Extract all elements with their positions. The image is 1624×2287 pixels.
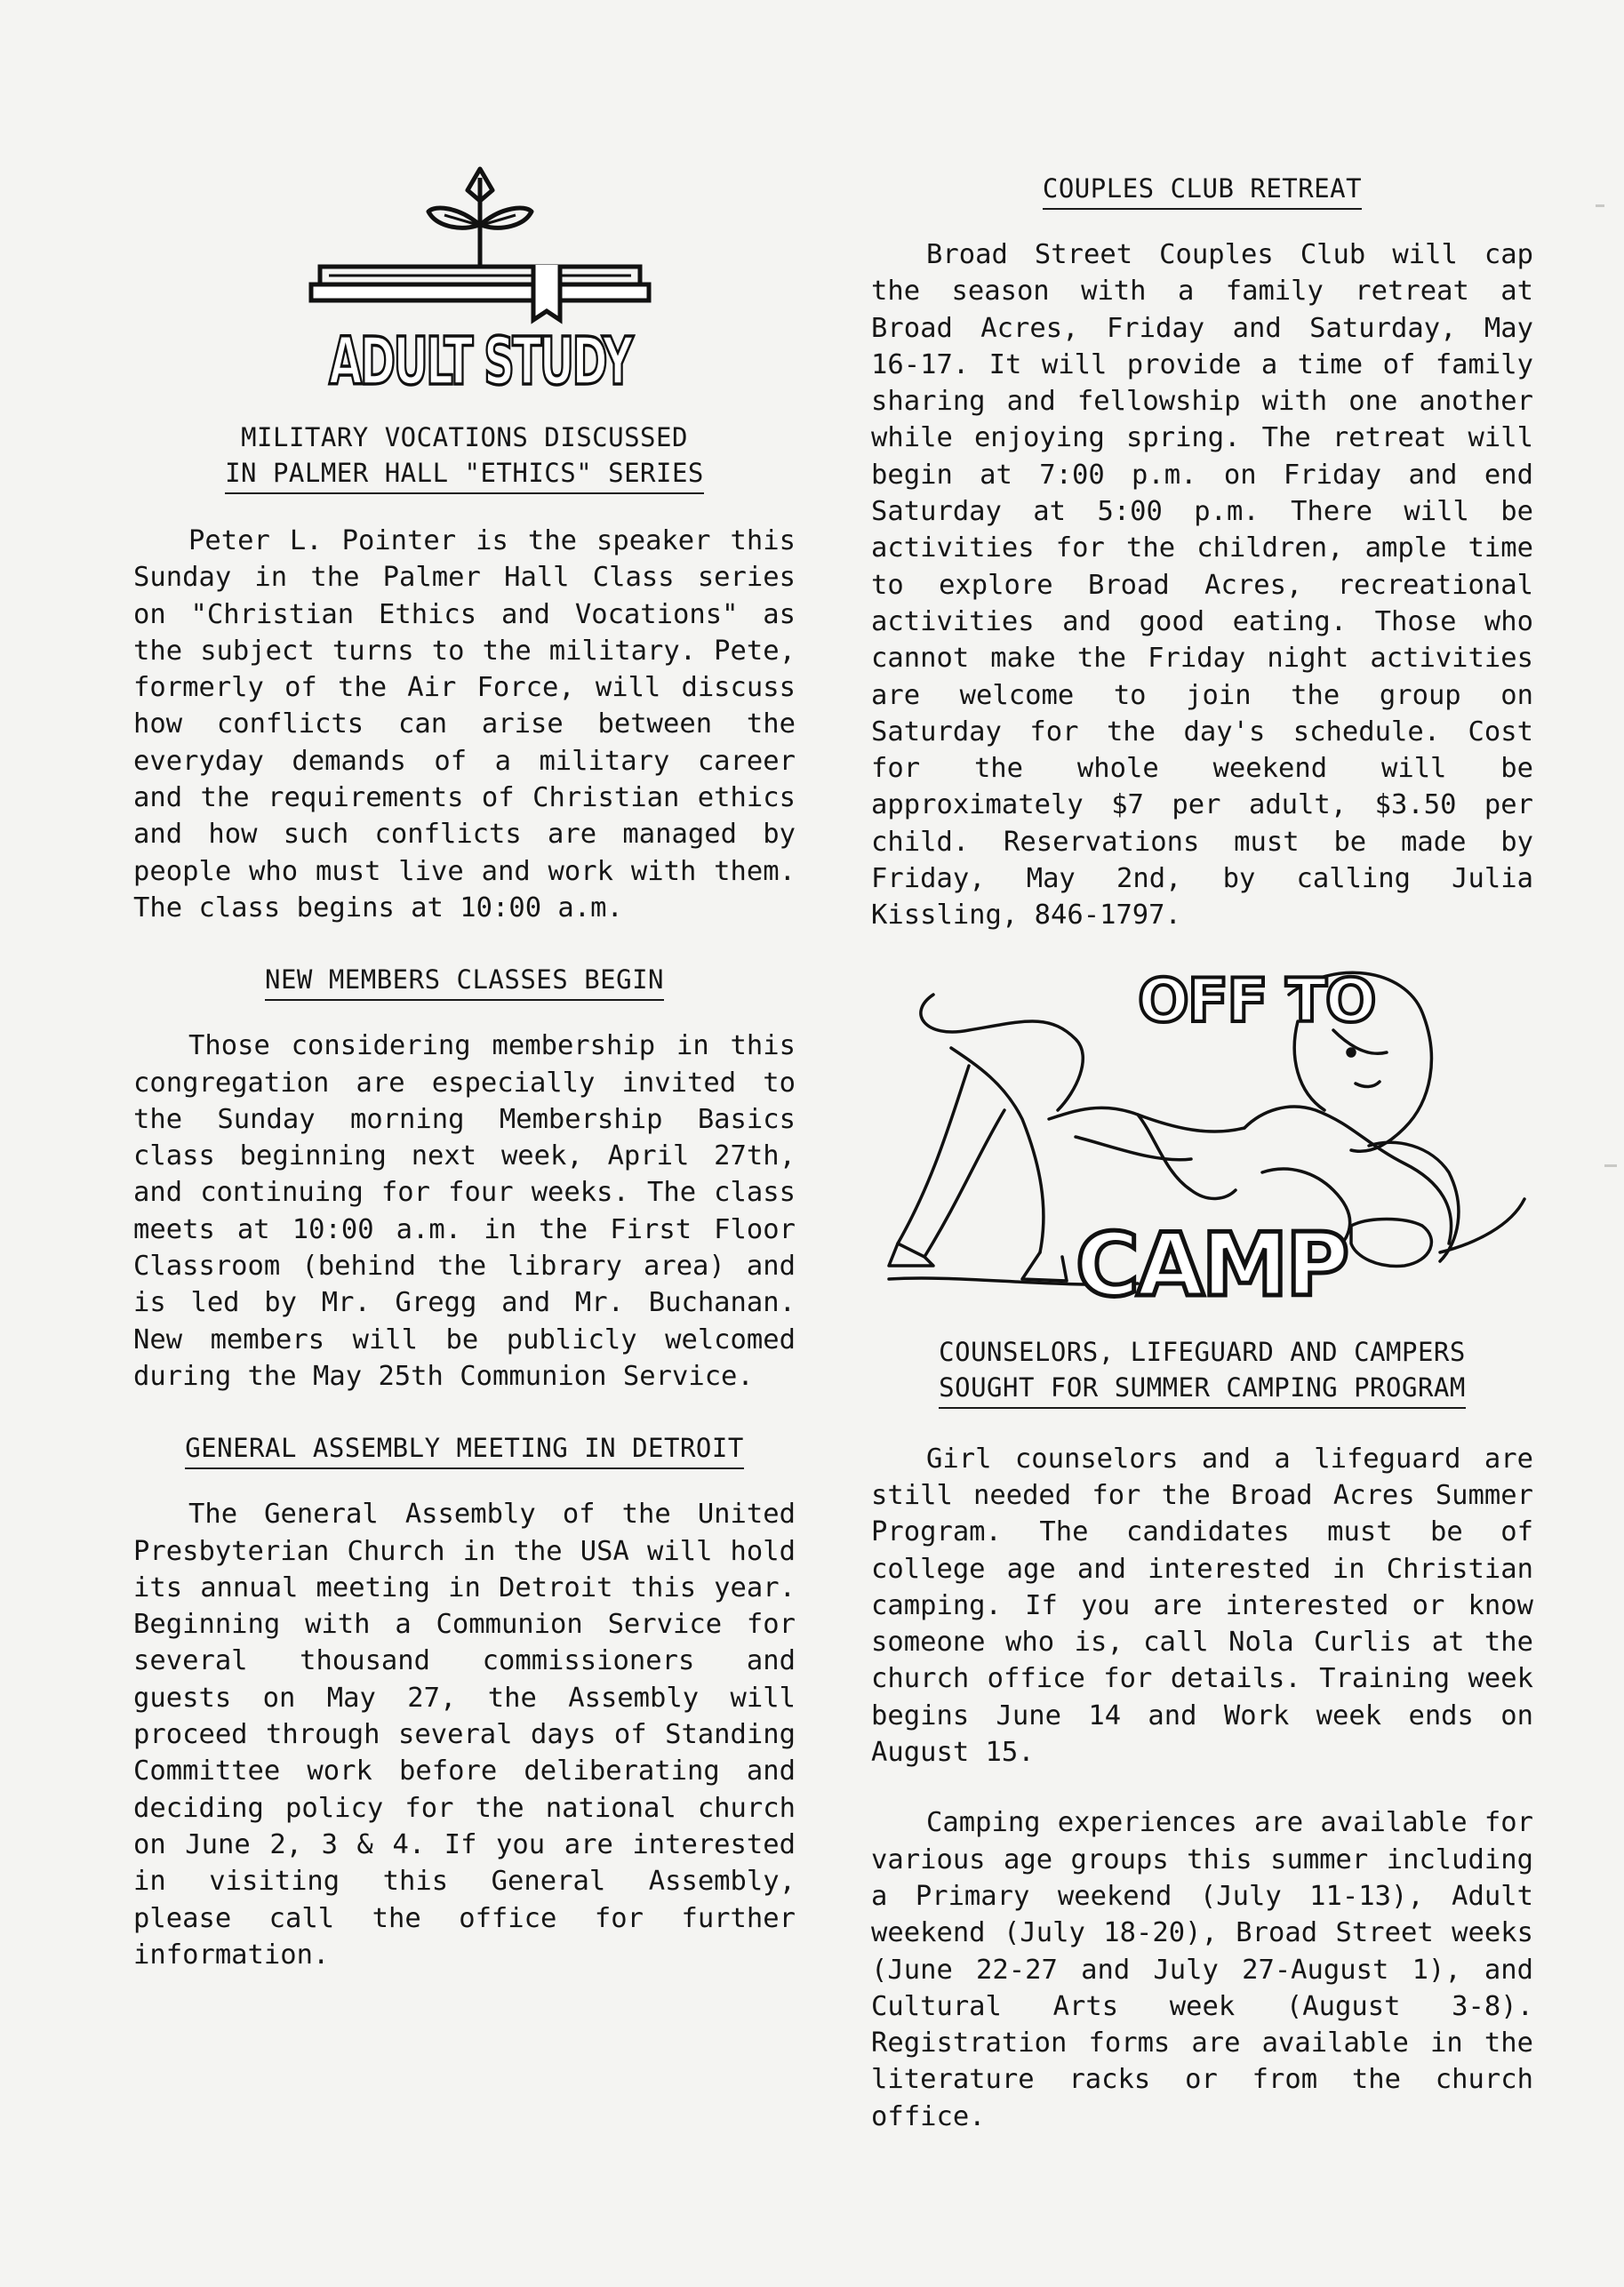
adult-study-logo <box>302 160 658 400</box>
sprout-icon <box>428 169 532 265</box>
left-column <box>133 160 796 1973</box>
adult-study-logo-wrap <box>133 160 796 418</box>
article-couples-club <box>871 171 1533 934</box>
scan-speck <box>1604 1164 1617 1167</box>
scan-speck <box>1596 204 1604 207</box>
article-counselors <box>871 1334 1533 2135</box>
right-column <box>871 160 1533 2135</box>
headline-line: COUNSELORS, LIFEGUARD AND CAMPERS <box>939 1336 1466 1367</box>
headline-line: SOUGHT FOR SUMMER CAMPING PROGRAM <box>939 1370 1466 1409</box>
open-book-icon <box>311 265 649 320</box>
off-to-camp-illustration-wrap <box>871 959 1533 1323</box>
article-headline <box>133 1430 796 1469</box>
headline-line: GENERAL ASSEMBLY MEETING IN DETROIT <box>185 1430 744 1469</box>
article-body: Girl counselors and a lifeguard are still needed for the Broad Acres Summer Program. The candidates must be of college age and interested in Christian camping. If you are interested or know someone who is, call Nola Curlis at the church office for details. Training week begins June 14 and Work week ends on August 15. <box>871 1443 1533 1769</box>
headline-line: NEW MEMBERS CLASSES BEGIN <box>265 962 664 1001</box>
article-body: Peter L. Pointer is the speaker this Sunday in the Palmer Hall Class series on "Christian Ethics and Vocations" as the subject turns to the military. Pete, formerly of the Air Force, will discuss how conflicts can arise between the everyday demands of a military career and the requirements of Christian ethics and how such conflicts are managed by people who must live and work with them. The class begins at 10:00 a.m. <box>133 525 796 924</box>
headline-line: IN PALMER HALL "ETHICS" SERIES <box>225 455 704 494</box>
off-to-camp-illustration <box>871 959 1533 1315</box>
article-body-continued: Camping experiences are available for various age groups this summer including a Primary weekend (July 11-13), Adult weekend (July 18-20), Broad Street weeks (June 22-27 and July 27-August 1), and Cultural Arts week (August 3-8). Registration forms are available in the literature racks or from the church office. <box>871 1807 1533 2132</box>
article-headline <box>133 962 796 1001</box>
article-new-members <box>133 962 796 1395</box>
headline-line: COUPLES CLUB RETREAT <box>1043 171 1362 210</box>
article-headline <box>133 420 796 494</box>
article-headline <box>871 171 1533 210</box>
article-general-assembly <box>133 1430 796 1973</box>
adult-study-lettering: ADULT STUDY <box>329 324 635 400</box>
article-body: Those considering membership in this congregation are especially invited to the Sunday morning Membership Basics class beginning next week, April 27th, and continuing for four weeks. The class meets at 10:00 a.m. in the First Floor Classroom (behind the library area) and is led by Mr. Gregg and Mr. Buchanan. New members will be publicly welcomed during the May 25th Communion Service. <box>133 1030 796 1392</box>
article-body: Broad Street Couples Club will cap the season with a family retreat at Broad Acres, Friday and Saturday, May 16-17. It will provide a time of family sharing and fellowship with one another while enjoying spring. The retreat will begin at 7:00 p.m. on Friday and end Saturday at 5:00 p.m. There will be activities for the children, ample time to explore Broad Acres, recreational activities and good eating. Those who cannot make the Friday night activities are welcome to join the group on Saturday for the day's schedule. Cost for the whole weekend will be approximately $7 per adult, $3.50 per child. Reservations must be made by Friday, May 2nd, by calling Julia Kissling, 846-1797. <box>871 239 1533 932</box>
camp-lettering: CAMP <box>1076 1214 1348 1316</box>
off-to-lettering: OFF TO <box>1138 965 1375 1036</box>
headline-line: MILITARY VOCATIONS DISCUSSED <box>241 422 688 452</box>
article-military-vocations <box>133 420 796 926</box>
article-body: The General Assembly of the United Presbyterian Church in the USA will hold its annual meeting in Detroit this year. Beginning with a Communion Service for several thousand commissioners and guests on May 27, the Assembly will proceed through several days of Standing Committee work before deliberating and deciding policy for the national church on June 2, 3 & 4. If you are interested in visiting this General Assembly, please call the office for further information. <box>133 1499 796 1971</box>
article-headline <box>871 1334 1533 1409</box>
